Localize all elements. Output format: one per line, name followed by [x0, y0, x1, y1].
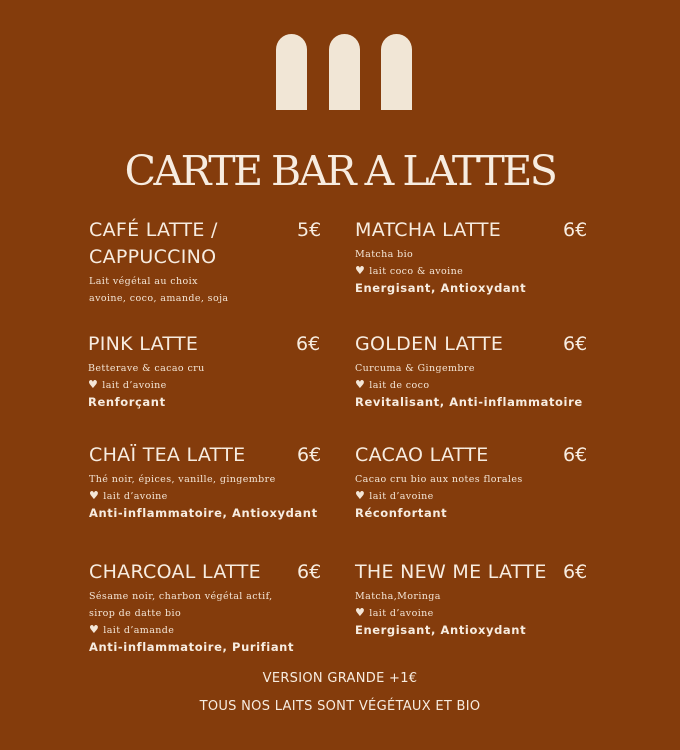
item-benefit: Réconfortant	[355, 506, 448, 520]
item-price: 6€	[563, 333, 588, 355]
item-benefit: Energisant, Antioxydant	[355, 281, 527, 295]
item-description: Curcuma & Gingembre	[355, 363, 475, 374]
item-name: CHAÏ TEA LATTE	[89, 444, 246, 466]
item-benefit: Revitalisant, Anti-inflammatoire	[355, 395, 583, 409]
item-description: Matcha,Moringa	[355, 591, 441, 602]
arch-2	[329, 34, 360, 110]
item-name: GOLDEN LATTE	[355, 333, 504, 355]
menu-title: CARTE BAR A LATTES	[124, 147, 556, 195]
item-price: 6€	[296, 333, 321, 355]
item-name: THE NEW ME LATTE	[355, 561, 547, 583]
item-price: 6€	[563, 444, 588, 466]
item-price: 6€	[297, 561, 322, 583]
heart-icon: ♥	[89, 623, 100, 636]
heart-icon: ♥	[355, 378, 366, 391]
item-name: MATCHA LATTE	[355, 219, 502, 241]
item-milk: ♥ lait d’amande	[89, 623, 175, 636]
item-name: CAFÉ LATTE /	[89, 219, 218, 241]
item-benefit: Energisant, Antioxydant	[355, 623, 527, 637]
heart-icon: ♥	[355, 489, 366, 502]
item-name: PINK LATTE	[88, 333, 199, 355]
item-milk: ♥ lait d’avoine	[89, 489, 168, 502]
heart-icon: ♥	[355, 606, 366, 619]
menu-item-charcoal-latte	[89, 559, 329, 656]
item-description: Cacao cru bio aux notes florales	[355, 474, 523, 485]
item-price: 6€	[563, 561, 588, 583]
item-milk: ♥ lait de coco	[355, 378, 430, 391]
item-price: 6€	[297, 444, 322, 466]
heart-icon: ♥	[88, 378, 99, 391]
item-milk: ♥ lait d’avoine	[355, 489, 434, 502]
arch-3	[381, 34, 412, 110]
arches-logo	[276, 34, 412, 110]
size-note: VERSION GRANDE +1€	[262, 671, 418, 686]
item-description: Betterave & cacao cru	[88, 363, 205, 374]
item-name: CACAO LATTE	[355, 444, 489, 466]
heart-icon: ♥	[355, 264, 366, 277]
menu-item-cafe-latte	[89, 217, 329, 307]
item-milk: ♥ lait d’avoine	[355, 606, 434, 619]
item-price: 6€	[563, 219, 588, 241]
item-name: CHARCOAL LATTE	[89, 561, 261, 583]
menu-item-matcha-latte	[355, 217, 595, 297]
item-milk: ♥ lait d’avoine	[88, 378, 167, 391]
item-milk: ♥ lait coco & avoine	[355, 264, 464, 277]
item-benefit: Renforçant	[88, 395, 166, 409]
item-description: Matcha bio	[355, 249, 414, 260]
item-benefit: Anti-inflammatoire, Antioxydant	[89, 506, 318, 520]
item-description: Sésame noir, charbon végétal actif, sirop de datte bio	[89, 591, 273, 619]
item-name-line2: CAPPUCCINO	[89, 246, 217, 268]
milk-note: TOUS NOS LAITS SONT VÉGÉTAUX ET BIO	[199, 699, 481, 714]
item-benefit: Anti-inflammatoire, Purifiant	[89, 640, 295, 654]
menu-item-new-me-latte	[355, 559, 595, 639]
menu-item-golden-latte	[355, 331, 595, 411]
menu-item-chai-tea-latte	[89, 442, 329, 522]
heart-icon: ♥	[89, 489, 100, 502]
item-price: 5€	[297, 219, 322, 241]
item-description: Thé noir, épices, vanille, gingembre	[89, 474, 276, 485]
menu-item-pink-latte	[88, 331, 328, 411]
arch-1	[276, 34, 307, 110]
item-description: Lait végétal au choix avoine, coco, amande, soja	[89, 276, 229, 304]
menu-item-cacao-latte	[355, 442, 595, 522]
